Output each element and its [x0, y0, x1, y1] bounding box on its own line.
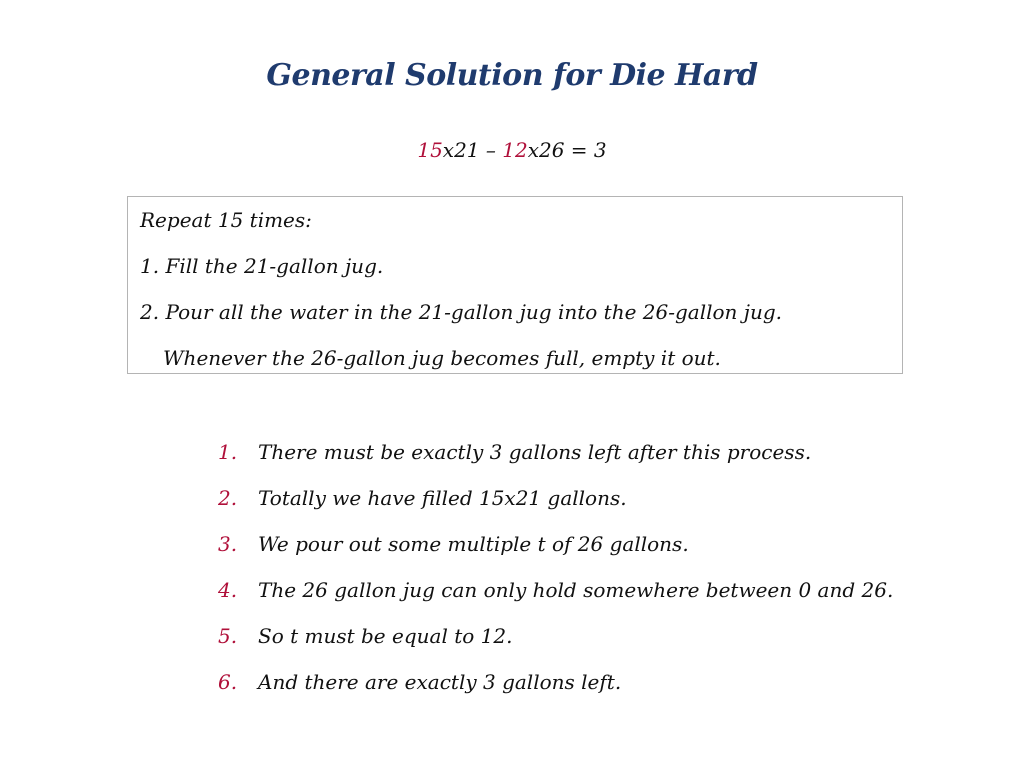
equation-coefficient-1: 15 — [417, 138, 443, 162]
equation — [0, 138, 1024, 162]
list-item-text: And there are exactly 3 gallons left. — [258, 670, 622, 694]
list-item — [218, 486, 893, 532]
list-item — [218, 670, 893, 716]
list-item — [218, 532, 893, 578]
reasoning-list — [218, 440, 893, 716]
list-item — [218, 440, 893, 486]
procedure-line-step-1: 1. Fill the 21-gallon jug. — [140, 254, 384, 278]
equation-coefficient-2: 12 — [502, 138, 528, 162]
list-item-text: We pour out some multiple t of 26 gallons. — [258, 532, 689, 556]
procedure-line-step-2-continued: Whenever the 26-gallon jug becomes full, empty it out. — [163, 346, 721, 370]
equation-term-1: x21 – — [442, 138, 503, 162]
list-item-number: 2. — [218, 486, 238, 510]
procedure-line-step-2: 2. Pour all the water in the 21-gallon jug into the 26-gallon jug. — [140, 300, 783, 324]
list-item-number: 4. — [218, 578, 238, 602]
list-item-number: 6. — [218, 670, 238, 694]
list-item-text: Totally we have filled 15x21 gallons. — [258, 486, 627, 510]
list-item-number: 1. — [218, 440, 238, 464]
list-item-text: The 26 gallon jug can only hold somewhere between 0 and 26. — [258, 578, 894, 602]
procedure-box — [127, 196, 903, 374]
list-item-number: 5. — [218, 624, 238, 648]
list-item-number: 3. — [218, 532, 238, 556]
list-item-text: So t must be equal to 12. — [258, 624, 513, 648]
list-item — [218, 624, 893, 670]
slide-title: General Solution for Die Hard — [266, 58, 758, 93]
procedure-line-repeat: Repeat 15 times: — [140, 208, 312, 232]
list-item-text: There must be exactly 3 gallons left after this process. — [258, 440, 812, 464]
list-item — [218, 578, 893, 624]
equation-term-2: x26 = 3 — [527, 138, 607, 162]
